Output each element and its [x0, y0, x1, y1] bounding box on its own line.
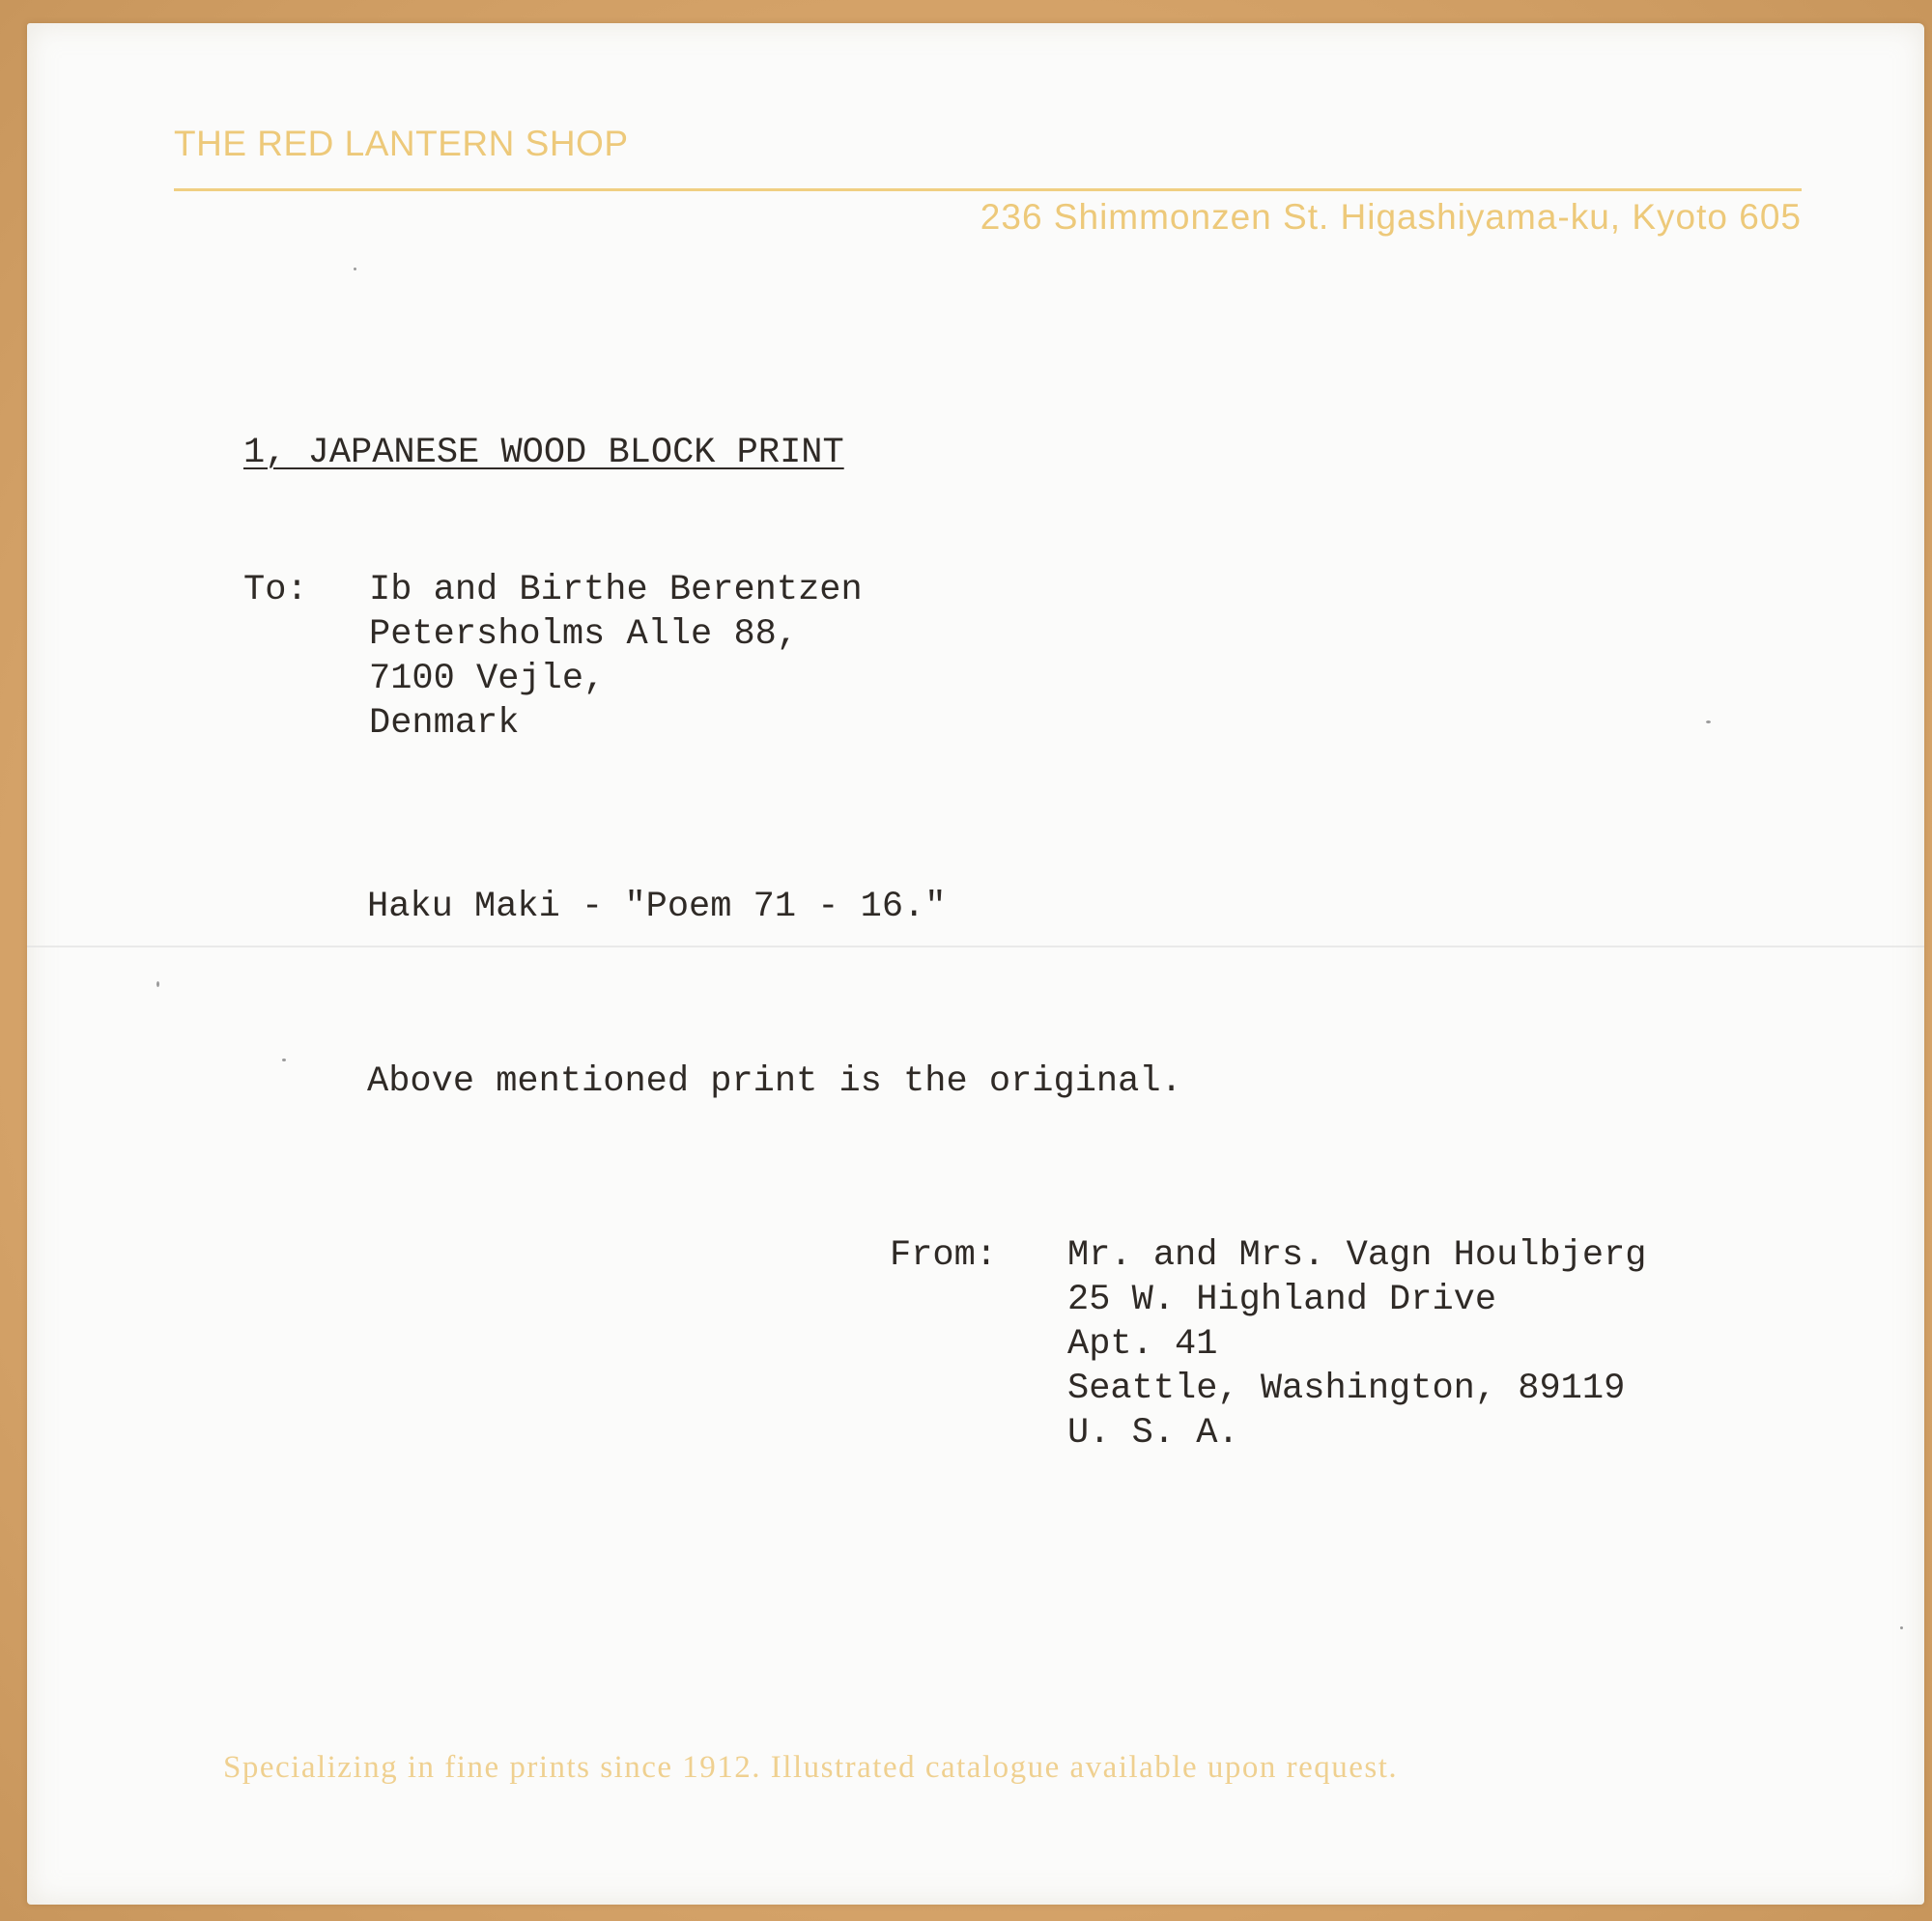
sender-line: U. S. A.: [1067, 1413, 1239, 1454]
paper-speck: [1706, 720, 1711, 723]
letterhead-footer: Specializing in fine prints since 1912. Illustrated catalogue available upon request.: [223, 1750, 1399, 1785]
recipient-label: To:: [243, 570, 308, 610]
sender-address: [1067, 1233, 1647, 1455]
fold-crease: [27, 946, 1924, 947]
recipient-line: Petersholms Alle 88,: [369, 614, 799, 655]
recipient-address: [369, 568, 863, 746]
paper-speck: [354, 268, 356, 270]
paper-speck: [156, 981, 159, 987]
letterhead-rule: [174, 188, 1802, 191]
letterhead-address: 236 Shimmonzen St. Higashiyama-ku, Kyoto 605: [980, 197, 1802, 237]
artwork-title: Haku Maki - "Poem 71 - 16.": [367, 887, 947, 927]
letterhead-shop-name: THE RED LANTERN SHOP: [174, 124, 629, 163]
sender-label: From:: [890, 1235, 998, 1276]
paper-speck: [282, 1059, 286, 1061]
recipient-line: Denmark: [369, 703, 520, 744]
recipient-line: 7100 Vejle,: [369, 659, 606, 699]
authenticity-statement: Above mentioned print is the original.: [367, 1061, 1182, 1102]
sender-line: Apt. 41: [1067, 1324, 1218, 1365]
paper-speck: [1900, 1626, 1903, 1629]
sender-line: Mr. and Mrs. Vagn Houlbjerg: [1067, 1235, 1647, 1276]
letter-sheet: [27, 23, 1924, 1905]
document-heading: 1, JAPANESE WOOD BLOCK PRINT: [243, 433, 844, 473]
recipient-line: Ib and Birthe Berentzen: [369, 570, 863, 610]
sender-line: 25 W. Highland Drive: [1067, 1280, 1497, 1320]
sender-line: Seattle, Washington, 89119: [1067, 1369, 1626, 1409]
